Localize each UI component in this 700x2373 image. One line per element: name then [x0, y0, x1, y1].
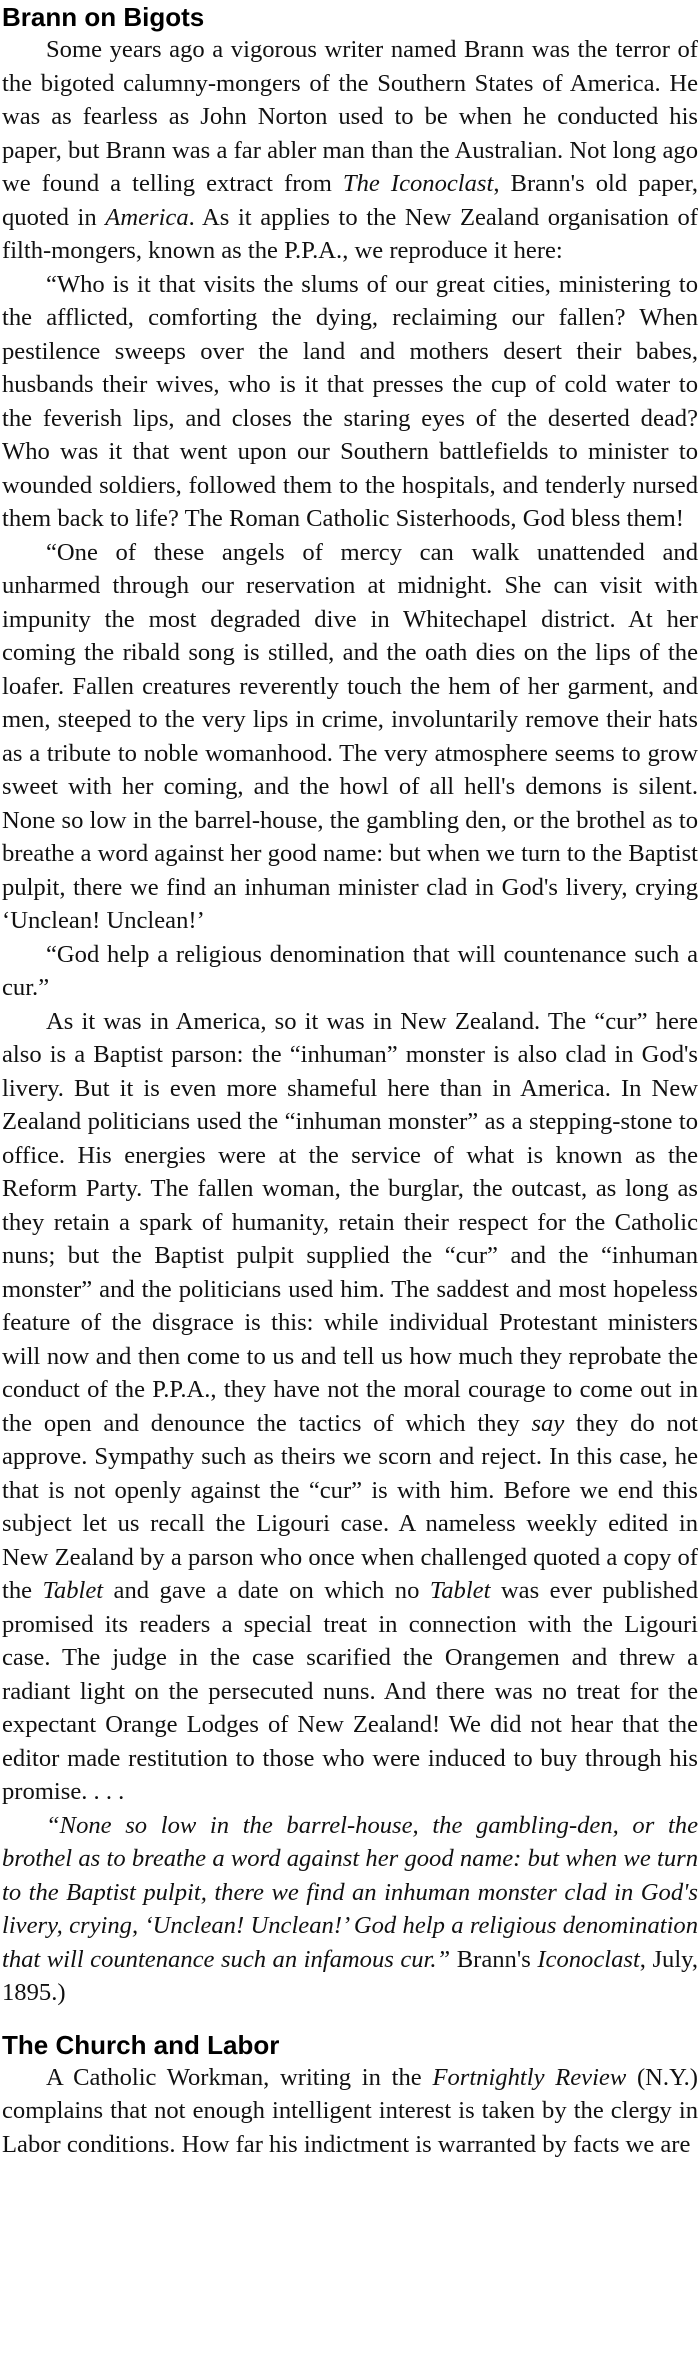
italic-text-run: say — [531, 1409, 565, 1437]
italic-text-run: The Iconoclast — [342, 170, 494, 197]
article-title: Brann on Bigots — [2, 2, 205, 32]
italic-text-run: Fortnightly Review — [432, 2063, 627, 2091]
quote-paragraph — [2, 268, 698, 536]
text-run: Some years ago a vigorous writer named Brann was the terror of the bigoted calumny-mongers of the Southern States of America. He was as fearless as John Norton used to be when he conducted his paper, but Brann was a far abler man than the Australian. Not long ago we found a telling extract from — [2, 36, 698, 197]
text-run: As it was in America, so it was in New Zealand. The “cur” here also is a Baptist parson: the “inhuman” monster is also clad in God's livery. But it is even more shameful here than in America. In New Zealand politicians used the “inhuman monster” as a stepping-stone to office. His energies were at the service of what is known as the Reform Party. The fallen woman, the burglar, the outcast, as long as they retain a spark of humanity, retain their respect for the Catholic nuns; but the Baptist pulpit supplied the “cur” and the “inhuman monster” and the politicians used him. The saddest and most hopeless feature of the disgrace is this: while individual Protestant ministers will now and then come to us and tell us how much they reprobate the conduct of the P.P.A., they have not the moral courage to come out in the open and denounce the tactics of which they — [2, 1007, 698, 1437]
text-run: A Catholic Workman, writing in the — [46, 2063, 433, 2091]
text-run: and gave a date on which no — [103, 1577, 430, 1604]
text-run: (N.Y.) complains that not enough intelligent interest is taken by the clergy in Labor conditions. How far his indictment is warranted by facts we are — [2, 2063, 698, 2158]
italic-text-run: Iconoclast — [537, 1945, 640, 1973]
italic-text-run: Tablet — [42, 1577, 104, 1604]
italic-text-run: “None so low in the barrel-house, the gambling-den, or the brothel as to breathe a word against her good name: but when we turn to the Baptist pulpit, there we find an inhuman monster clad in God's livery, crying, ‘Unclean! Unclean!’ God help a religious denomination that will countenance such an infamous cur.” — [2, 1811, 698, 1973]
article-body — [2, 2061, 698, 2162]
italic-quote-paragraph — [2, 1809, 698, 2010]
italic-text-run: America — [105, 203, 189, 231]
italic-text-run: Tablet — [429, 1577, 491, 1604]
quote-paragraph — [2, 536, 698, 938]
article-body — [2, 33, 698, 2010]
paragraph — [2, 1005, 698, 1809]
text-run: was ever published promised its readers a special treat in connection with the Ligouri case. The judge in the case scarified the Orangemen and threw a radiant light on the persecuted nuns. And there was no treat for the expectant Orange Lodges of New Zealand! We did not hear that the editor made restitution to those who were induced to buy through his promise. . . . — [2, 1577, 698, 1805]
text-run: they do not approve. Sympathy such as theirs we scorn and reject. In this case, he that is not openly against the “cur” is with him. Before we end this subject let us recall the Ligouri case. A nameless weekly edited in New Zealand by a parson who once when challenged quoted a copy of the — [2, 1409, 698, 1604]
text-run: “God help a religious denomination that will countenance such a cur.” — [2, 940, 698, 1001]
quote-paragraph — [2, 938, 698, 1005]
text-run: , July, 1895.) — [2, 1945, 698, 2006]
text-run: . As it applies to the New Zealand organisation of filth-mongers, known as the P.P.A., we reproduce it here: — [2, 203, 698, 264]
text-run: “Who is it that visits the slums of our great cities, ministering to the afflicted, comforting the dying, reclaiming our fallen? When pestilence sweeps over the land and mothers desert their babes, husbands their wives, who is it that presses the cup of cold water to the feverish lips, and closes the staring eyes of the deserted dead? Who was it that went upon our Southern battlefields to minister to wounded soldiers, followed them to the hospitals, and tenderly nursed them back to life? The Roman Catholic Sisterhoods, God bless them! — [2, 270, 698, 532]
paragraph — [2, 2061, 698, 2162]
text-run: , Brann's old paper, quoted in — [2, 170, 698, 231]
article-title: The Church and Labor — [2, 2029, 280, 2060]
text-run: Brann's — [450, 1945, 538, 1973]
text-run: “One of these angels of mercy can walk unattended and unharmed through our reservation at midnight. She can visit with impunity the most degraded dive in Whitechapel district. At her coming the ribald song is stilled, and the oath dies on the lips of the loafer. Fallen creatures reverently touch the hem of her garment, and men, steeped to the very lips in crime, involuntarily remove their hats as a tribute to noble womanhood. The very atmosphere seems to grow sweet with her coming, and the howl of all hell's demons is silent. None so low in the barrel-house, the gambling den, or the brothel as to breathe a word against her good name: but when we turn to the Baptist pulpit, there we find an inhuman minister clad in God's livery, crying ‘Unclean! Unclean!’ — [2, 538, 698, 934]
article-church-and-labor — [2, 2030, 698, 2162]
paragraph — [2, 33, 698, 268]
article-brann-on-bigots — [2, 2, 698, 2010]
